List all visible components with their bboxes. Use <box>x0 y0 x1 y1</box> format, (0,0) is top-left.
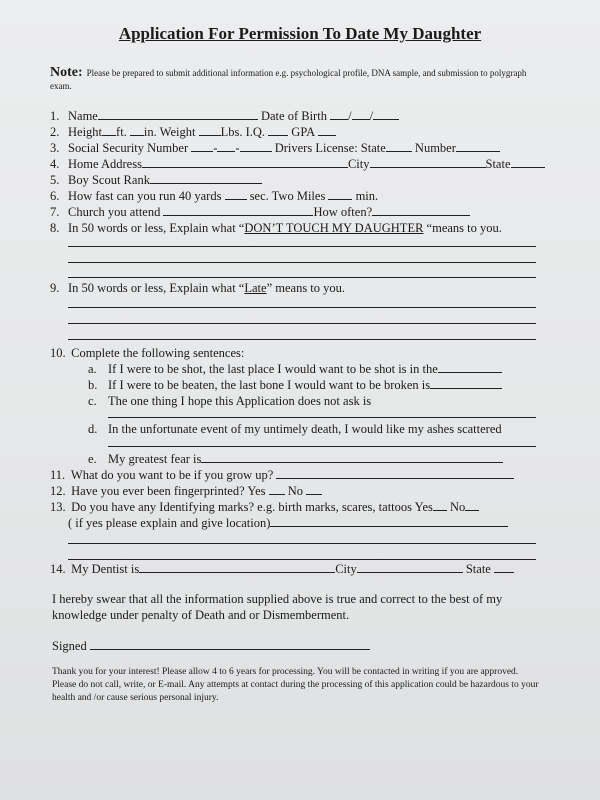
state-field[interactable] <box>511 156 545 168</box>
field-row-address: 4. Home Address City State <box>50 156 545 172</box>
ssn-field-2[interactable] <box>217 140 235 152</box>
home-address-field[interactable] <box>142 156 348 168</box>
sentence-b-field[interactable] <box>430 377 502 389</box>
question-12: 12. Have you ever been fingerprinted? Yes No <box>50 483 322 499</box>
church-field[interactable] <box>163 204 313 216</box>
field-row-run: 6. How fast can you run 40 yards sec. Two Miles min. <box>50 189 379 203</box>
sentence-d-field[interactable] <box>108 446 536 447</box>
dob-year-field[interactable] <box>373 108 399 120</box>
question-13: 13. Do you have any Identifying marks? e.g. birth marks, scares, tattoos Yes No <box>50 499 479 515</box>
signature-field[interactable] <box>90 638 370 650</box>
answer-line[interactable] <box>68 307 536 308</box>
sentence-b: b. If I were to be beaten, the last bone I would want to be broken is <box>88 377 502 393</box>
field-row-ssn: 3. Social Security Number - - Drivers License: State Number <box>50 140 500 156</box>
field-row-name: 1. Name Date of Birth / / <box>50 108 399 124</box>
dob-day-field[interactable] <box>352 108 370 120</box>
ssn-field-3[interactable] <box>240 140 272 152</box>
gpa-field[interactable] <box>318 124 336 136</box>
sentence-e: e. My greatest fear is <box>88 451 503 467</box>
footer-note: Thank you for your interest! Please allow 4 to 6 years for processing. You will be contacted in writing if you are approved. Please do not call, write, or E-mail. Any attempts at contact during the processing of this application could be hazardous to your health and /or cause serious personal injury. <box>52 667 539 703</box>
question-14: 14. My Dentist is City State <box>50 561 514 577</box>
question-10: 10. Complete the following sentences: <box>50 346 245 360</box>
iq-field[interactable] <box>268 124 288 136</box>
license-number-field[interactable] <box>456 140 500 152</box>
church-frequency-field[interactable] <box>372 204 470 216</box>
signature-row: Signed <box>52 638 370 654</box>
sentence-a-field[interactable] <box>438 361 502 373</box>
note-text: Please be prepared to submit additional information e.g. psychological profile, DNA sample, and submission to polygraph exam. <box>50 68 527 91</box>
field-row-church: 7. Church you attend How often? <box>50 204 470 220</box>
dentist-city-field[interactable] <box>357 561 463 573</box>
ssn-field-1[interactable] <box>191 140 213 152</box>
marks-location-field[interactable] <box>270 515 508 527</box>
answer-line[interactable] <box>68 339 536 340</box>
license-state-field[interactable] <box>386 140 412 152</box>
sentence-d: d. In the unfortunate event of my untimely death, I would like my ashes scattered <box>88 422 502 436</box>
field-row-height: 2. Height ft. in. Weight Lbs. I.Q. GPA <box>50 124 336 140</box>
question-8: 8. In 50 words or less, Explain what “DON’T TOUCH MY DAUGHTER “means to you. <box>50 221 502 235</box>
answer-line[interactable] <box>68 543 536 544</box>
note-label: Note: <box>50 65 83 80</box>
field-row-scout: 5. Boy Scout Rank <box>50 172 262 188</box>
name-field[interactable] <box>98 108 258 120</box>
answer-line[interactable] <box>68 559 536 560</box>
city-field[interactable] <box>370 156 486 168</box>
dentist-state-field[interactable] <box>494 561 514 573</box>
question-11: 11. What do you want to be if you grow up? <box>50 467 514 483</box>
answer-line[interactable] <box>68 246 536 247</box>
dentist-field[interactable] <box>139 561 335 573</box>
miles-time-field[interactable] <box>328 188 352 200</box>
grow-up-field[interactable] <box>276 467 514 479</box>
height-ft-field[interactable] <box>102 124 116 136</box>
question-13-detail: ( if yes please explain and give location) <box>68 515 508 531</box>
question-9: 9. In 50 words or less, Explain what “Late” means to you. <box>50 281 346 295</box>
sentence-c-field[interactable] <box>108 417 536 418</box>
fingerprinted-no[interactable] <box>306 483 322 495</box>
weight-field[interactable] <box>199 124 221 136</box>
dob-month-field[interactable] <box>330 108 348 120</box>
fingerprinted-yes[interactable] <box>269 483 285 495</box>
marks-yes[interactable] <box>433 499 447 511</box>
marks-no[interactable] <box>465 499 479 511</box>
sentence-a: a. If I were to be shot, the last place I would want to be shot is in the <box>88 361 502 377</box>
height-in-field[interactable] <box>130 124 144 136</box>
yards-time-field[interactable] <box>225 188 247 200</box>
note <box>50 66 550 93</box>
sentence-c: c. The one thing I hope this Application does not ask is <box>88 394 372 408</box>
page-title: Application For Permission To Date My Daughter <box>118 24 482 43</box>
answer-line[interactable] <box>68 277 536 278</box>
scout-rank-field[interactable] <box>150 172 262 184</box>
answer-line[interactable] <box>68 323 536 324</box>
answer-line[interactable] <box>68 262 536 263</box>
sentence-e-field[interactable] <box>201 451 503 463</box>
oath-paragraph: I hereby swear that all the information supplied above is true and correct to the best of my knowledge under penalty of Death and or Dismemberment. <box>52 592 503 622</box>
